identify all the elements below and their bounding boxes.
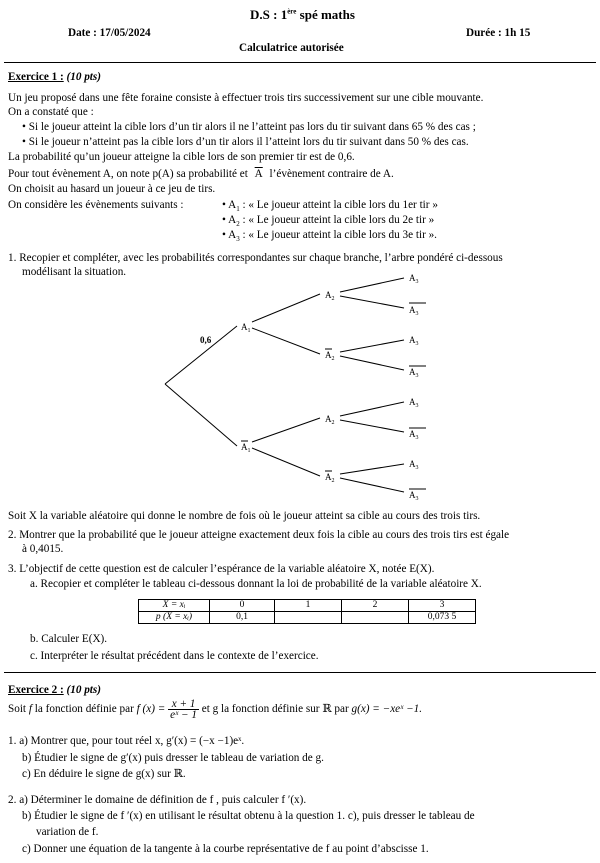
q1-line1: 1. Recopier et compléter, avec les probabilités correspondantes sur chaque branche, l’arbre pondéré ci-dessous [8, 252, 503, 264]
event-sub: 1 [236, 205, 240, 214]
def-a: Soit [8, 703, 27, 715]
section-divider [4, 672, 596, 673]
table-cell: 1 [275, 600, 342, 612]
probability-tree [0, 270, 600, 500]
exam-date: Date : 17/05/2024 [68, 27, 151, 39]
exam-duration: Durée : 1h 15 [466, 27, 531, 39]
q2-line1: 2. Montrer que la probabilité que le joueur atteigne exactement deux fois la cible au cours des trois tirs est égale [8, 529, 510, 541]
ex2-q1a: 1. a) Montrer que, pour tout réel x, g′(x) = (−x −1)eˣ. [8, 735, 245, 747]
event-sub: 3 [236, 235, 240, 244]
notation-b: l’évènement contraire de A. [269, 168, 394, 180]
svg-text:A3: $A_3$ [409, 305, 419, 317]
ex1-intro2: On a constaté que : [8, 106, 94, 118]
def-gx: g(x) = −xeˣ −1. [351, 703, 423, 715]
fraction-numerator: x + 1 [168, 699, 199, 710]
svg-text:A3: $A_3$ [409, 273, 419, 285]
notation-a: Pour tout évènement A, on note p(A) sa probabilité et [8, 168, 248, 180]
svg-text:A3: $A_3$ [409, 397, 419, 409]
q1-line2: modélisant la situation. [22, 266, 127, 278]
event-name: A [228, 199, 237, 211]
table-cell: 0,1 [210, 612, 275, 624]
ex1-points: (10 pts) [66, 71, 101, 83]
calculator-note: Calculatrice autorisée [239, 42, 344, 54]
ex1-bullet1: • Si le joueur atteint la cible lors d’un tir alors il ne l’atteint pas lors du tir suivant dans 65 % des cas ; [22, 121, 476, 133]
event-name: A [228, 214, 237, 226]
node-a3 [409, 335, 419, 347]
q3a-statement: a. Recopier et compléter le tableau ci-dessous donnant la loi de probabilité de la variable aléatoire X. [30, 578, 482, 590]
q3b-statement: b. Calculer E(X). [30, 633, 108, 645]
ex2-q1b: b) Étudier le signe de g′(x) puis dresser le tableau de variation de g. [22, 752, 324, 764]
event-text: : « Le joueur atteint la cible lors du 2e tir » [239, 214, 435, 226]
svg-text:A3: $A_3$ [409, 490, 419, 500]
node-a3-bar [409, 366, 426, 379]
def-fx: f (x) = [136, 703, 166, 715]
ex2-title: Exercice 2 : [8, 684, 64, 696]
node-a3 [409, 397, 419, 409]
q3c-statement: c. Interpréter le résultat précédent dans le contexte de l’exercice. [30, 650, 319, 662]
header-divider [4, 62, 596, 63]
event-sub: 2 [236, 220, 240, 229]
ex1-intro1: Un jeu proposé dans une fête foraine consiste à effectuer trois tirs successivement sur une cible mouvante. [8, 92, 484, 104]
svg-text:A1: $A_1$ [241, 442, 251, 454]
ex1-bullet2: • Si le joueur n’atteint pas la cible lors d’un tir alors il l’atteint lors du tir suivant dans 50 % des cas. [22, 136, 469, 148]
table-cell: 3 [409, 600, 476, 612]
ex1-heading [8, 71, 101, 84]
ex1-title: Exercice 1 : [8, 71, 64, 83]
svg-text:A1: $A_1$ [241, 322, 251, 334]
title-sup: ère [287, 7, 297, 16]
exam-title [250, 7, 355, 22]
node-a3-bar [409, 428, 426, 441]
table-row [139, 600, 476, 612]
ex2-definition [8, 697, 422, 721]
table-cell [342, 612, 409, 624]
table-cell: 2 [342, 600, 409, 612]
def-b: la fonction définie par [34, 703, 134, 715]
title-rest: spé maths [296, 7, 355, 22]
node-a3 [409, 459, 419, 471]
node-a2-bar [325, 471, 335, 484]
title-main: D.S : 1 [250, 7, 288, 22]
ex2-q2c: c) Donner une équation de la tangente à la courbe représentative de f au point d’abscisse 1. [22, 843, 429, 855]
ex2-q2a: 2. a) Déterminer le domaine de définition de f , puis calculer f ′(x). [8, 794, 307, 806]
def-f: f [28, 703, 32, 715]
event-a2: • $A_2$ : « Le joueur atteint la cible lors du 2e tir » [222, 214, 435, 229]
table-row [139, 612, 476, 624]
table-cell [275, 612, 342, 624]
event-text: : « Le joueur atteint la cible lors du 3e tir ». [239, 229, 437, 241]
svg-text:A3: $A_3$ [409, 429, 419, 441]
event-name: A [228, 229, 237, 241]
node-a3-bar [409, 303, 426, 317]
svg-text:A2: $A_2$ [325, 472, 335, 484]
node-a2 [325, 414, 335, 426]
q2-line2: à 0,4015. [22, 543, 64, 555]
bullet2-text: Si le joueur n’atteint pas la cible lors d’un tir alors il l’atteint lors du tir suivant dans 50 % des cas. [28, 136, 469, 148]
ex2-heading [8, 684, 101, 697]
probability-law-table [138, 599, 476, 624]
node-a2-bar [325, 349, 335, 362]
node-a3-bar [409, 489, 426, 500]
ex2-points: (10 pts) [66, 684, 101, 696]
node-a2 [325, 290, 335, 302]
node-a1-bar [241, 441, 251, 454]
def-c: et g la fonction définie sur ℝ par [201, 703, 349, 715]
ex2-q1c: c) En déduire le signe de g(x) sur ℝ. [22, 768, 186, 780]
event-text: : « Le joueur atteint la cible lors du 1er tir » [239, 199, 438, 211]
ex1-first-prob: La probabilité qu’un joueur atteigne la cible lors de son premier tir est de 0,6. [8, 151, 355, 163]
event-a3: • $A_3$ : « Le joueur atteint la cible lors du 3e tir ». [222, 229, 437, 244]
svg-text:A2: $A_2$ [325, 414, 335, 426]
svg-text:A3: $A_3$ [409, 367, 419, 379]
svg-text:A2: $A_2$ [325, 350, 335, 362]
x-definition: Soit X la variable aléatoire qui donne le nombre de fois où le joueur atteint sa cible au cours des trois tirs. [8, 510, 481, 522]
svg-text:A3: $A_3$ [409, 335, 419, 347]
ex2-q2b-line1: b) Étudier le signe de f ′(x) en utilisant le résultat obtenu à la question 1. c), puis dresser le tableau de [22, 810, 475, 822]
table-header-p: p (X = xᵢ) [139, 612, 210, 624]
bullet1-text: Si le joueur atteint la cible lors d’un tir alors il ne l’atteint pas lors du tir suivant dans 65 % des cas ; [28, 121, 476, 133]
fraction-denominator: eˣ − 1 [170, 708, 197, 721]
node-a1 [241, 322, 251, 334]
q3-statement: 3. L’objectif de cette question est de calculer l’espérance de la variable aléatoire X, notée E(X). [8, 563, 435, 575]
notation-bar: $\overline{A}$ [254, 168, 263, 180]
ex1-notation [8, 168, 394, 181]
table-cell: 0 [210, 600, 275, 612]
table-header-x: X = xᵢ [139, 600, 210, 612]
ex1-events-intro: On considère les évènements suivants : [8, 199, 184, 211]
f-fraction [168, 699, 199, 720]
branch-p-a1: 0,6 [200, 335, 212, 345]
table-cell: 0,073 5 [409, 612, 476, 624]
ex1-choose: On choisit au hasard un joueur à ce jeu de tirs. [8, 183, 216, 195]
svg-text:A2: $A_2$ [325, 290, 335, 302]
node-a3 [409, 273, 419, 285]
svg-text:A3: $A_3$ [409, 459, 419, 471]
ex2-q2b-line2: variation de f. [36, 826, 99, 838]
event-a1: • $A_1$ : « Le joueur atteint la cible lors du 1er tir » [222, 199, 438, 214]
